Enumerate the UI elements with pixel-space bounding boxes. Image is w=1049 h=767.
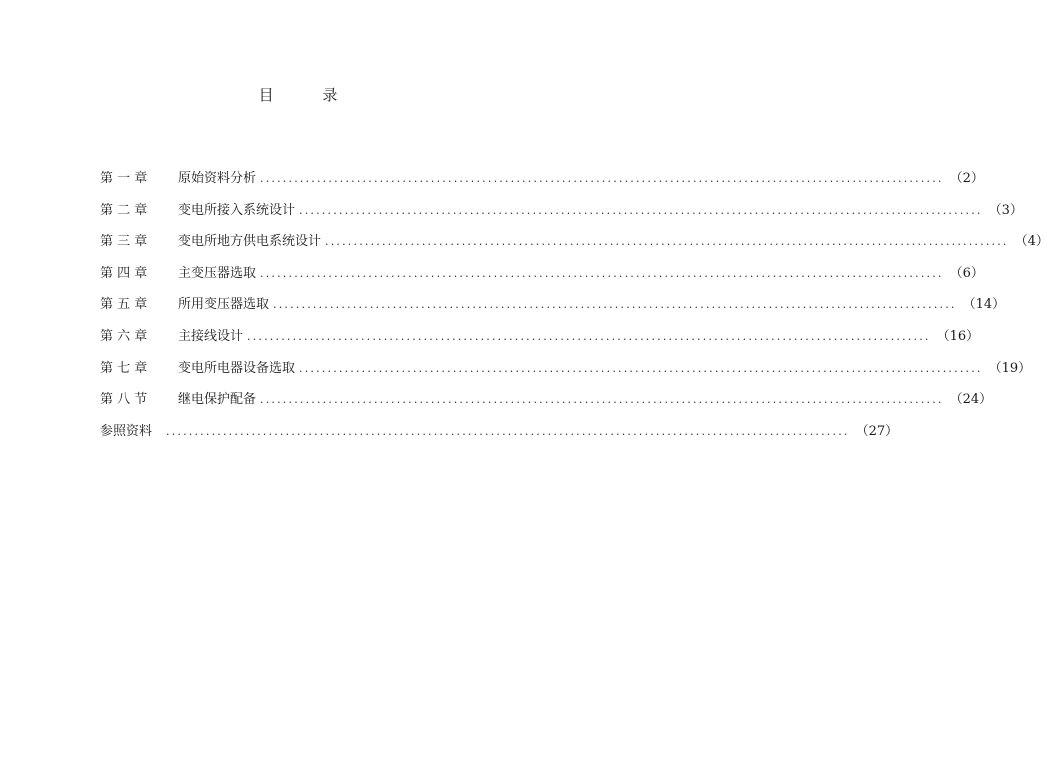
dot-leader: ........................................................................................................................ (260, 393, 944, 407)
dot-leader: ........................................................................................................................ (260, 172, 944, 185)
table-of-contents (100, 169, 1049, 453)
dot-leader: ........................................................................................................................ (299, 203, 983, 217)
chapter-number: 第 四 章 (100, 265, 148, 281)
chapter-title: 所用变压器选取 (178, 297, 270, 313)
toc-entry (100, 390, 993, 422)
dot-leader: ........................................................................................................................ (166, 424, 850, 438)
chapter-title: 变电所接入系统设计 (178, 202, 296, 218)
page-title: 目 录 (258, 86, 360, 104)
toc-entry (100, 295, 1006, 327)
page-number: （16） (936, 328, 980, 344)
toc-entry (100, 359, 1032, 391)
chapter-title: 主变压器选取 (178, 265, 257, 281)
dot-leader: ........................................................................................................................ (325, 235, 1009, 249)
page-number: （2） (949, 171, 984, 186)
page-number: （6） (949, 265, 984, 281)
chapter-number: 第 五 章 (100, 297, 148, 313)
chapter-title: 继电保护配备 (178, 392, 257, 408)
chapter-number: 第 八 节 (100, 392, 148, 408)
chapter-number: 第 六 章 (100, 328, 148, 344)
toc-entry (100, 327, 980, 359)
page-number: （27） (855, 423, 899, 439)
toc-entry (100, 201, 1023, 233)
chapter-number: 第 三 章 (100, 234, 148, 250)
page-number: （24） (949, 392, 993, 408)
chapter-title: 变电所电器设备选取 (178, 360, 296, 376)
page-number: （19） (988, 360, 1032, 376)
dot-leader: ........................................................................................................................ (247, 329, 931, 343)
toc-entry (100, 169, 984, 201)
toc-entry (100, 232, 1049, 264)
page-number: （3） (988, 202, 1023, 218)
chapter-number: 第 一 章 (100, 171, 148, 186)
chapter-number: 第 二 章 (100, 202, 148, 218)
dot-leader: ........................................................................................................................ (273, 298, 957, 312)
chapter-title: 变电所地方供电系统设计 (178, 234, 322, 250)
dot-leader: ........................................................................................................................ (260, 266, 944, 280)
page-number: （4） (1014, 234, 1049, 250)
toc-entry (100, 422, 899, 454)
chapter-number: 第 七 章 (100, 360, 148, 376)
chapter-number: 参照资料 (100, 423, 153, 439)
page-number: （14） (962, 297, 1006, 313)
toc-entry (100, 264, 984, 296)
chapter-title: 原始资料分析 (178, 171, 257, 186)
dot-leader: ........................................................................................................................ (299, 361, 983, 375)
chapter-title: 主接线设计 (178, 328, 244, 344)
